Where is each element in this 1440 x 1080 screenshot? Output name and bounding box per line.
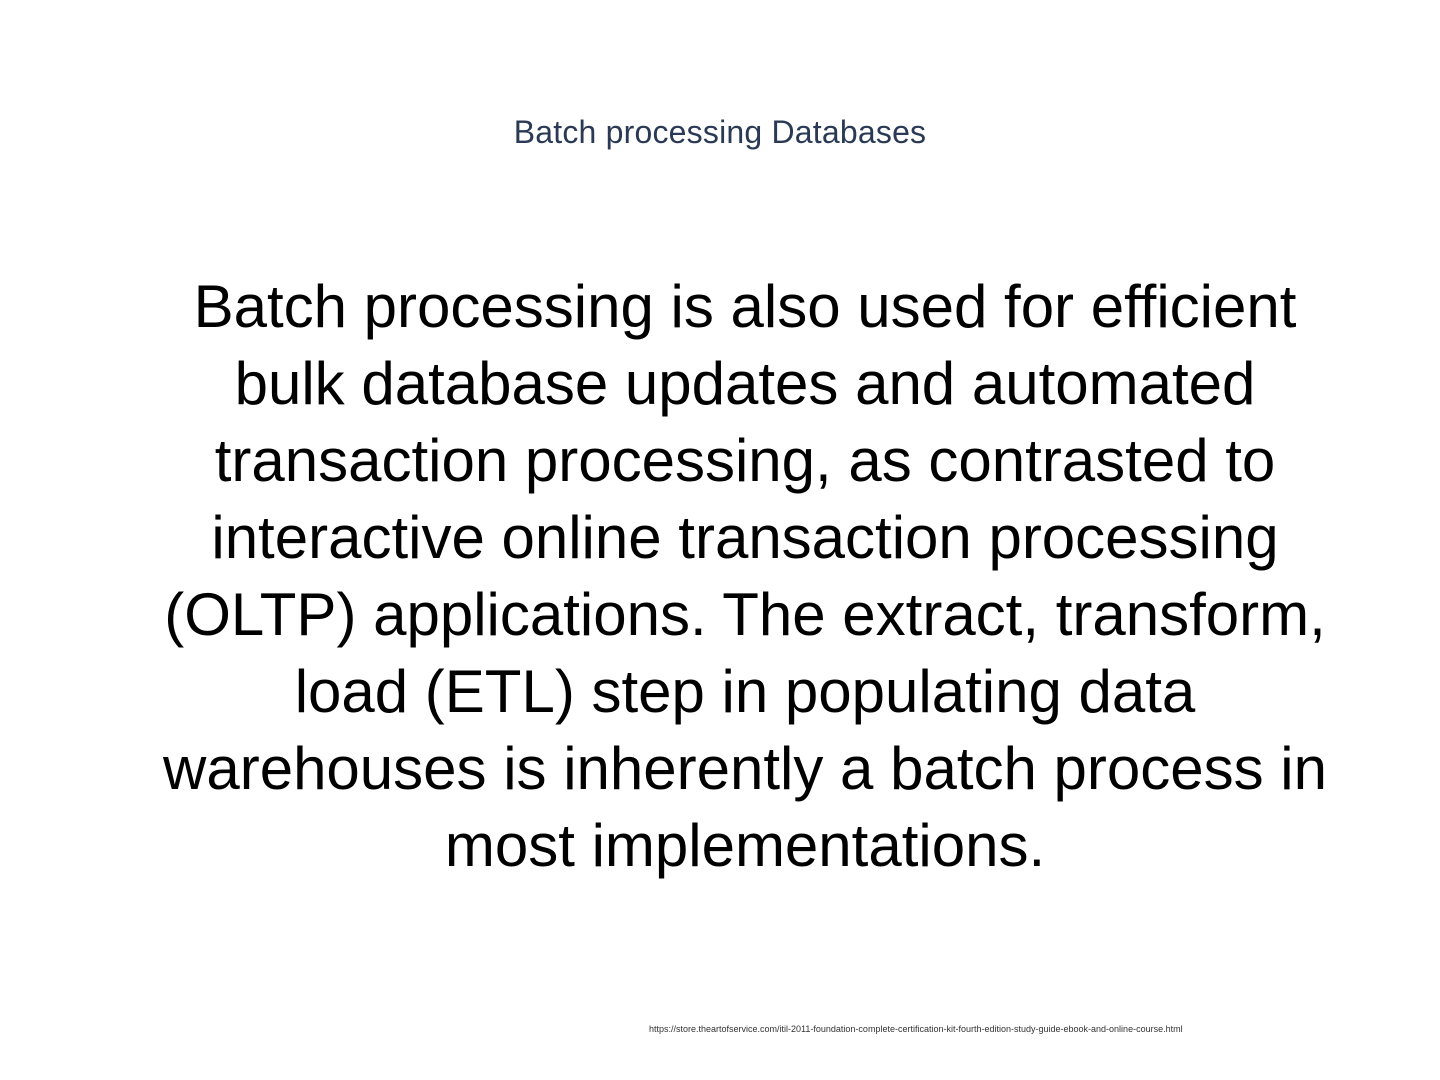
footer-url: https://store.theartofservice.com/itil-2011-foundation-complete-certification-kit-fourth-edition-study-guide-ebook-and-online-course.html xyxy=(649,1024,1183,1034)
slide-title: Batch processing Databases xyxy=(513,114,927,150)
slide-body-text: Batch processing is also used for efficient bulk database updates and automated transaction processing, as contrasted to interactive online transaction processing (OLTP) applications. The extract, transform, load (ETL) step in populating data warehouses is inherently a batch process in most implementations. xyxy=(163,273,1327,879)
